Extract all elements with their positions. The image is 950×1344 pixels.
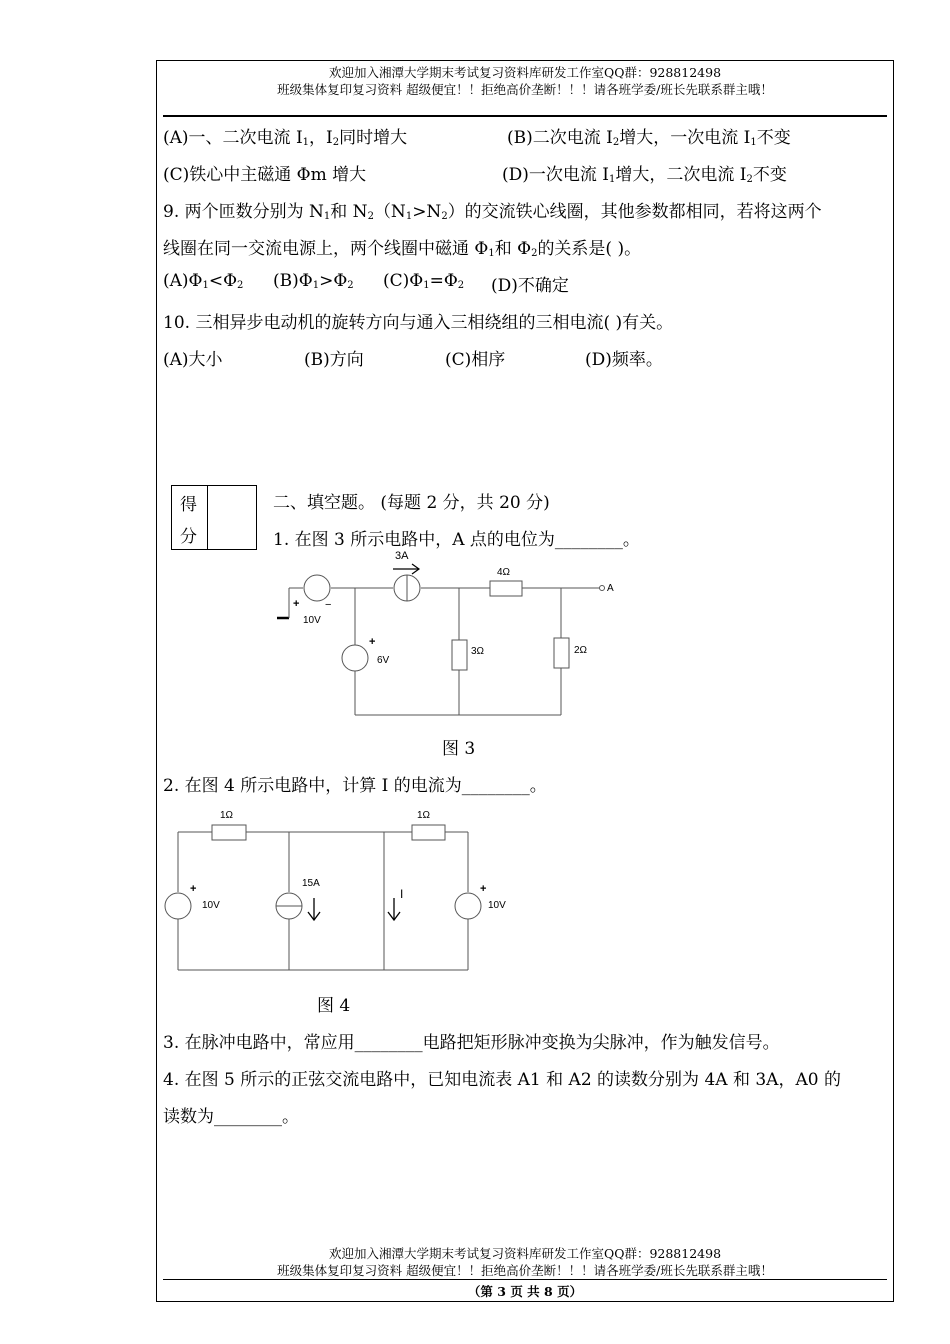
- figure-4-caption: 图 4: [317, 996, 351, 1016]
- fig4-i-label: I: [400, 887, 404, 901]
- fill-q1: 1. 在图 3 所示电路中，A 点的电位为________。: [273, 530, 640, 550]
- fig3-current-label: 3A: [395, 550, 409, 562]
- figure-3-circuit: [265, 545, 625, 725]
- fig4-plus-right: +: [480, 883, 487, 895]
- score-label-top: 得: [180, 495, 197, 515]
- fig3-r-top-label: 4Ω: [497, 567, 511, 578]
- q10-option-c: (C)相序: [445, 350, 506, 370]
- fig4-v-left-label: 10V: [202, 900, 220, 911]
- fig3-plus-sign-2: +: [369, 636, 376, 648]
- fill-q2: 2. 在图 4 所示电路中，计算 I 的电流为________。: [163, 776, 547, 796]
- fig3-v2-label: 6V: [377, 655, 390, 666]
- q10-text: 10. 三相异步电动机的旋转方向与通入三相绕组的三相电流( )有关。: [163, 313, 674, 333]
- fig3-minus-sign: −: [325, 599, 332, 611]
- fig4-isrc-label: 15A: [302, 878, 320, 889]
- score-label-bottom: 分: [180, 527, 197, 547]
- q8-option-a: (A)一、二次电流 $I_1$，$I_2$同时增大: [163, 128, 408, 148]
- q8-option-d: (D)一次电流 $I_1$增大，二次电流 $I_2$不变: [502, 165, 787, 185]
- fill-q4-line-1: 4. 在图 5 所示的正弦交流电路中，已知电流表 A1 和 A2 的读数分别为 4A 和 3A，A0 的: [163, 1070, 841, 1090]
- header-line-2: 班级集体复印复习资料 超级便宜！！拒绝高价垄断！！！请各班学委/班长先联系群主哦！: [277, 82, 773, 97]
- fig4-v-right-label: 10V: [488, 900, 506, 911]
- q9-option-b: $(B)\Phi_1>\Phi_2$: [273, 271, 354, 291]
- footer-line-2: 班级集体复印复习资料 超级便宜！！拒绝高价垄断！！！请各班学委/班长先联系群主哦！: [277, 1263, 773, 1278]
- fig4-plus-left: +: [190, 883, 197, 895]
- figure-4-circuit: [160, 800, 520, 980]
- q9-line-2: 线圈在同一交流电源上，两个线圈中磁通 $\Phi_1$和 $\Phi_2$的关系是( )。: [163, 239, 642, 259]
- header-rule: [163, 115, 887, 117]
- q10-option-a: (A)大小: [163, 350, 223, 370]
- footer-rule: [163, 1279, 887, 1280]
- fig3-v1-label: 10V: [303, 615, 321, 626]
- fig3-r-right-label: 2Ω: [574, 645, 588, 656]
- fig3-plus-sign: +: [293, 598, 300, 610]
- fill-q4-line-2: 读数为________。: [163, 1107, 299, 1127]
- fig3-node-a-label: A: [607, 583, 614, 594]
- q10-option-b: (B)方向: [304, 350, 364, 370]
- fill-q3: 3. 在脉冲电路中，常应用________电路把矩形脉冲变换为尖脉冲，作为触发信号。: [163, 1033, 780, 1053]
- fig4-r2-label: 1Ω: [417, 810, 431, 821]
- q9-option-d: (D)不确定: [491, 276, 569, 296]
- q10-option-d: (D)频率。: [585, 350, 663, 370]
- footer-line-1: 欢迎加入湘潭大学期末考试复习资料库研发工作室QQ群：928812498: [328, 1246, 722, 1261]
- q9-option-c: $(C)\Phi_1=\Phi_2$: [383, 271, 465, 291]
- q9-option-a: $(A)\Phi_1<\Phi_2$: [163, 271, 244, 291]
- header-line-1: 欢迎加入湘潭大学期末考试复习资料库研发工作室QQ群：928812498: [328, 65, 722, 80]
- figure-3-caption: 图 3: [442, 739, 476, 759]
- fig3-r-mid-label: 3Ω: [471, 646, 485, 657]
- q9-line-1: 9. 两个匝数分别为 $N_1$和 $N_2(N_1>N_2)$的交流铁心线圈，其他参数都相同，若将这两个: [163, 202, 822, 222]
- fig4-r1-label: 1Ω: [220, 810, 234, 821]
- q8-option-b: (B)二次电流 $I_2$增大，一次电流 $I_1$不变: [507, 128, 791, 148]
- q8-option-c: (C)铁心中主磁通 Φm 增大: [163, 165, 367, 185]
- section-2-title: 二、填空题。 (每题 2 分，共 20 分): [273, 493, 550, 513]
- page-number: （第 3 页 共 8 页）: [467, 1284, 583, 1299]
- score-box: [171, 485, 257, 550]
